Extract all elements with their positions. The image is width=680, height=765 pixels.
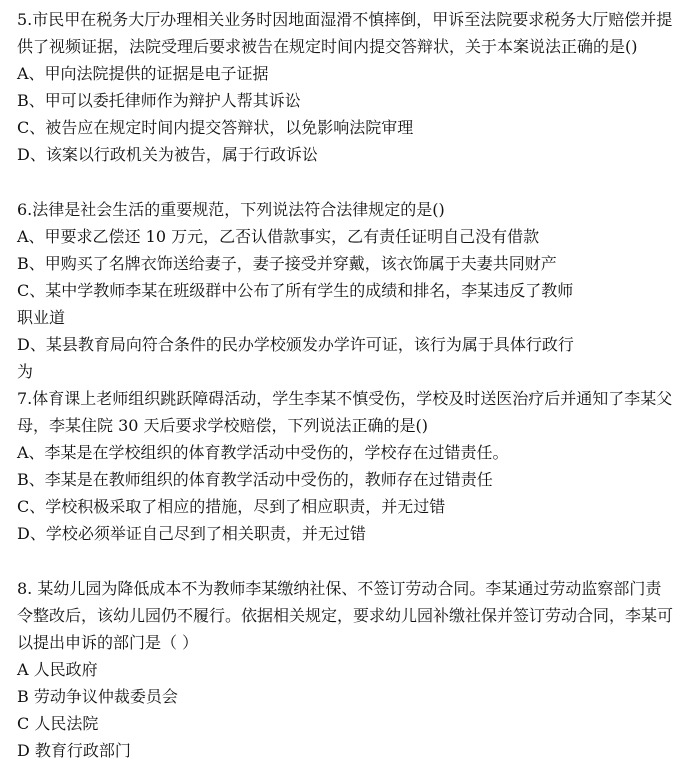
option-b: B、甲可以委托律师作为辩护人帮其诉讼: [17, 91, 301, 110]
question-stem-line: 7.体育课上老师组织跳跃障碍活动，学生李某不慎受伤，学校及时送医治疗后并通知了李某父: [17, 389, 673, 408]
option-c: C 人民法院: [17, 714, 99, 733]
option-d: D 教育行政部门: [17, 741, 131, 760]
question-stem-line: 供了视频证据，法院受理后要求被告在规定时间内提交答辩状，关于本案说法正确的是(): [17, 37, 638, 56]
option-d-continued: 为: [17, 362, 34, 381]
option-d: D、学校必须举证自己尽到了相关职责，并无过错: [17, 524, 366, 543]
option-c: C、被告应在规定时间内提交答辩状，以免影响法院审理: [17, 118, 414, 137]
option-c: C、某中学教师李某在班级群中公布了所有学生的成绩和排名，李某违反了教师: [17, 281, 574, 300]
option-d: D、某县教育局向符合条件的民办学校颁发办学许可证，该行为属于具体行政行: [17, 335, 574, 354]
question-stem-line: 令整改后，该幼儿园仍不履行。依据相关规定，要求幼儿园补缴社保并签订劳动合同，李某可: [17, 606, 674, 625]
question-stem-line: 5.市民甲在税务大厅办理相关业务时因地面湿滑不慎摔倒，甲诉至法院要求税务大厅赔偿并提: [17, 10, 673, 29]
option-c-continued: 职业道: [17, 308, 66, 327]
question-stem-line: 6.法律是社会生活的重要规范，下列说法符合法律规定的是(): [17, 200, 445, 219]
option-a: A、李某是在学校组织的体育教学活动中受伤的，学校存在过错责任。: [17, 443, 509, 462]
option-b: B 劳动争议仲裁委员会: [17, 687, 178, 706]
question-stem-line: 以提出申诉的部门是（ ）: [17, 633, 199, 652]
question-stem-line: 8. 某幼儿园为降低成本不为教师李某缴纳社保、不签订劳动合同。李某通过劳动监察部门责: [17, 579, 662, 598]
option-b: B、甲购买了名牌衣饰送给妻子，妻子接受并穿戴，该衣饰属于夫妻共同财产: [17, 254, 557, 273]
option-a: A、甲要求乙偿还 10 万元，乙否认借款事实，乙有责任证明自己没有借款: [17, 227, 540, 246]
option-c: C、学校积极采取了相应的措施，尽到了相应职责，并无过错: [17, 497, 446, 516]
question-stem-line: 母，李某住院 30 天后要求学校赔偿，下列说法正确的是(): [17, 416, 429, 435]
option-a: A 人民政府: [17, 660, 98, 679]
option-d: D、该案以行政机关为被告，属于行政诉讼: [17, 145, 318, 164]
option-a: A、甲向法院提供的证据是电子证据: [17, 64, 269, 83]
option-b: B、李某是在教师组织的体育教学活动中受伤的，教师存在过错责任: [17, 470, 493, 489]
